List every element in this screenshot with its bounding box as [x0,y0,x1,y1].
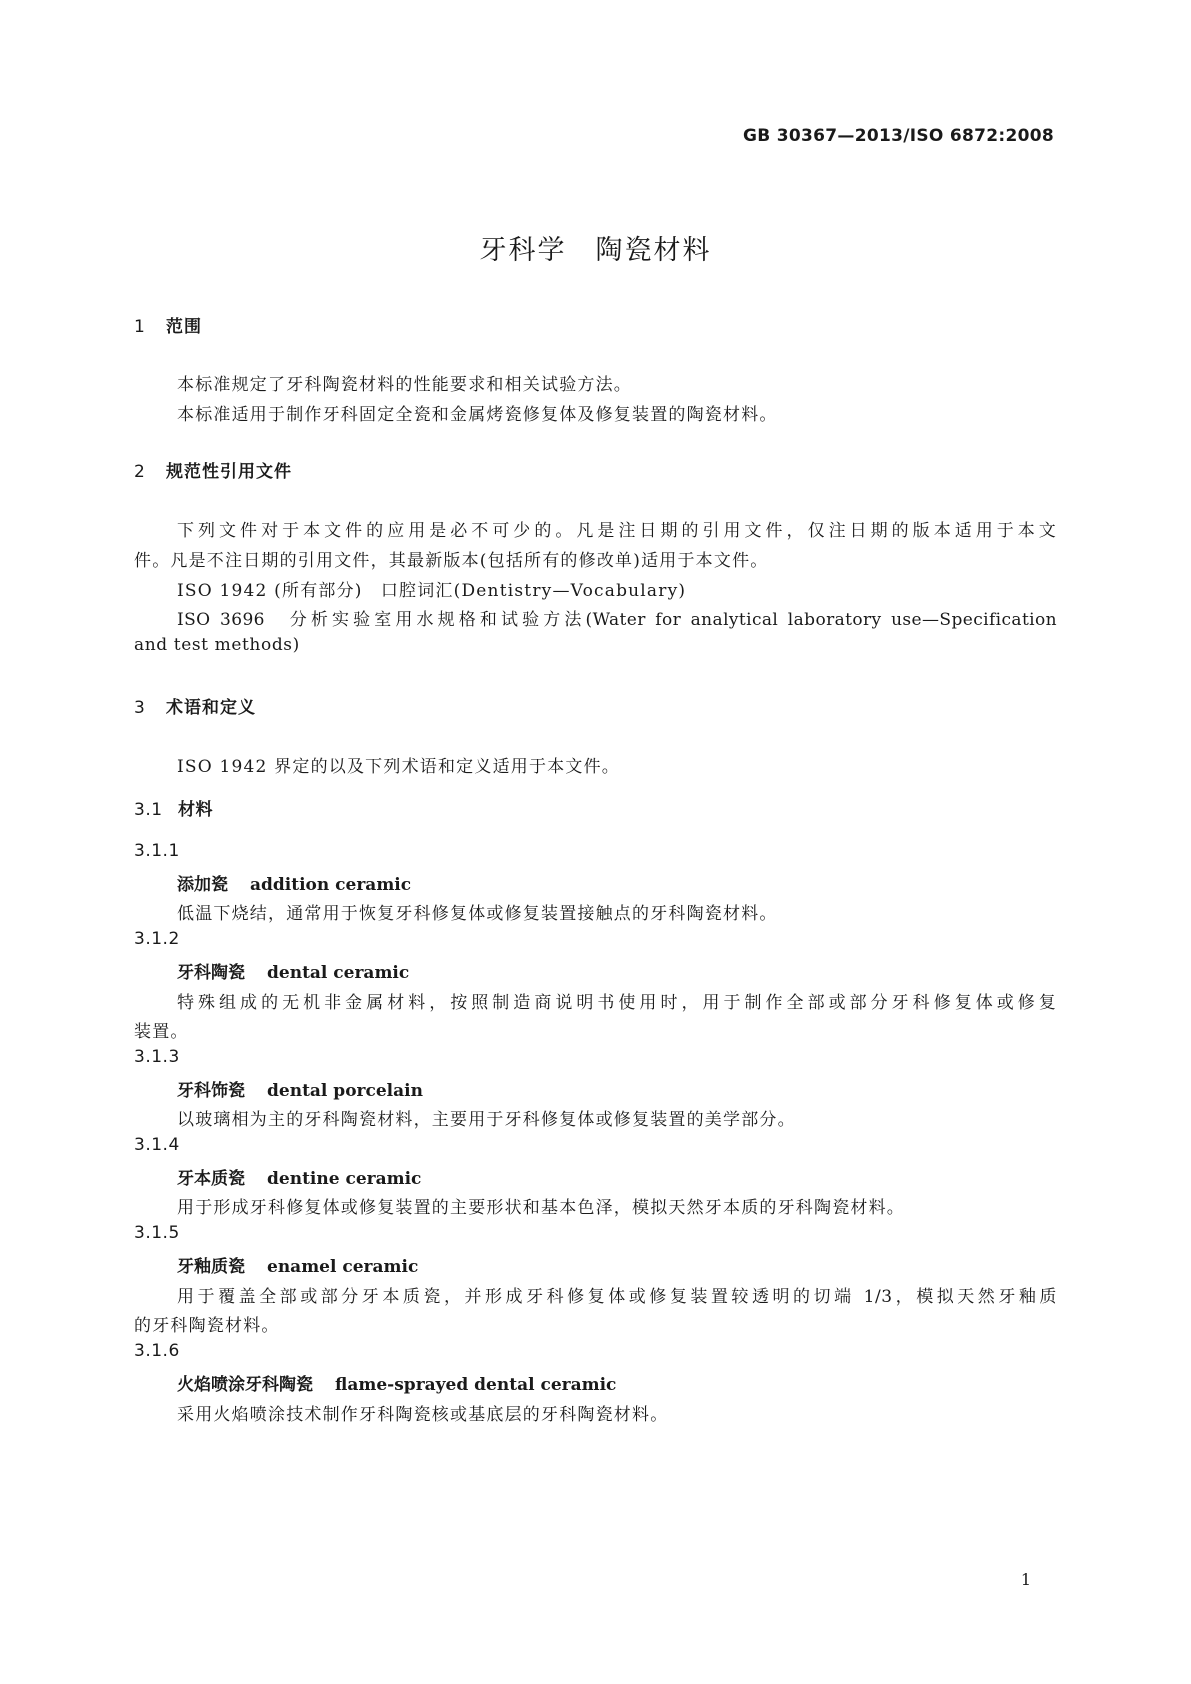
term-en: enamel ceramic [267,1257,419,1277]
term-definition: 低温下烧结，通常用于恢复牙科修复体或修复装置接触点的牙科陶瓷材料。 [177,904,778,924]
normative-reference: and test methods) [134,635,300,655]
term-number: 3.1.2 [134,929,180,949]
section-number: 1 [134,317,146,337]
paragraph: 下列文件对于本文件的应用是必不可少的。凡是注日期的引用文件，仅注日期的版本适用于本文 [177,521,1057,541]
term-zh: 火焰喷涂牙科陶瓷 [177,1375,313,1395]
term-definition: 用于覆盖全部或部分牙本质瓷，并形成牙科修复体或修复装置较透明的切端 1/3，模拟天然牙釉质 [177,1287,1057,1307]
term-zh: 牙科陶瓷 [177,963,245,983]
term-definition: 的牙科陶瓷材料。 [134,1316,280,1336]
term-zh: 牙本质瓷 [177,1169,245,1189]
section-3-heading [134,693,256,718]
term-en: dentine ceramic [267,1169,422,1189]
term-definition: 用于形成牙科修复体或修复装置的主要形状和基本色泽，模拟天然牙本质的牙科陶瓷材料。 [177,1198,905,1218]
term-definition: 采用火焰喷涂技术制作牙科陶瓷核或基底层的牙科陶瓷材料。 [177,1405,669,1425]
term-zh: 牙釉质瓷 [177,1257,245,1277]
normative-reference: ISO 1942 (所有部分) 口腔词汇(Dentistry—Vocabulary) [177,581,687,601]
subsection-heading [134,795,213,820]
normative-reference: ISO 3696 分析实验室用水规格和试验方法(Water for analytical laboratory use—Specification [177,610,1057,630]
section-title: 术语和定义 [166,698,256,718]
paragraph: 件。凡是不注日期的引用文件，其最新版本(包括所有的修改单)适用于本文件。 [134,551,769,571]
page-number: 1 [1020,1570,1031,1589]
term-number: 3.1.4 [134,1135,180,1155]
term-number: 3.1.6 [134,1341,180,1361]
term-heading [177,1252,418,1277]
page-title: 牙科学 陶瓷材料 [479,235,712,266]
term-en: dental ceramic [267,963,410,983]
term-en: addition ceramic [250,875,412,895]
section-1-heading [134,312,202,337]
term-number: 3.1.1 [134,841,180,861]
section-2-heading [134,457,292,482]
term-number: 3.1.3 [134,1047,180,1067]
section-title: 范围 [166,317,202,337]
term-definition: 特殊组成的无机非金属材料，按照制造商说明书使用时，用于制作全部或部分牙科修复体或修复 [177,993,1057,1013]
term-zh: 牙科饰瓷 [177,1081,245,1101]
paragraph: 本标准规定了牙科陶瓷材料的性能要求和相关试验方法。 [177,375,632,395]
paragraph: 本标准适用于制作牙科固定全瓷和金属烤瓷修复体及修复装置的陶瓷材料。 [177,405,778,425]
subsection-title: 材料 [178,800,213,820]
section-number: 2 [134,462,146,482]
term-heading [177,1370,616,1395]
term-en: flame-sprayed dental ceramic [335,1375,617,1395]
term-number: 3.1.5 [134,1223,180,1243]
term-definition: 装置。 [134,1022,189,1042]
standard-number: GB 30367—2013/ISO 6872:2008 [743,126,1054,146]
term-zh: 添加瓷 [177,875,228,895]
term-heading [177,1164,421,1189]
term-en: dental porcelain [267,1081,423,1101]
term-heading [177,1076,423,1101]
section-title: 规范性引用文件 [166,462,292,482]
term-heading [177,958,409,983]
section-number: 3 [134,698,146,718]
paragraph: ISO 1942 界定的以及下列术语和定义适用于本文件。 [177,757,620,777]
subsection-number: 3.1 [134,800,163,820]
term-heading [177,870,411,895]
term-definition: 以玻璃相为主的牙科陶瓷材料，主要用于牙科修复体或修复装置的美学部分。 [177,1110,796,1130]
